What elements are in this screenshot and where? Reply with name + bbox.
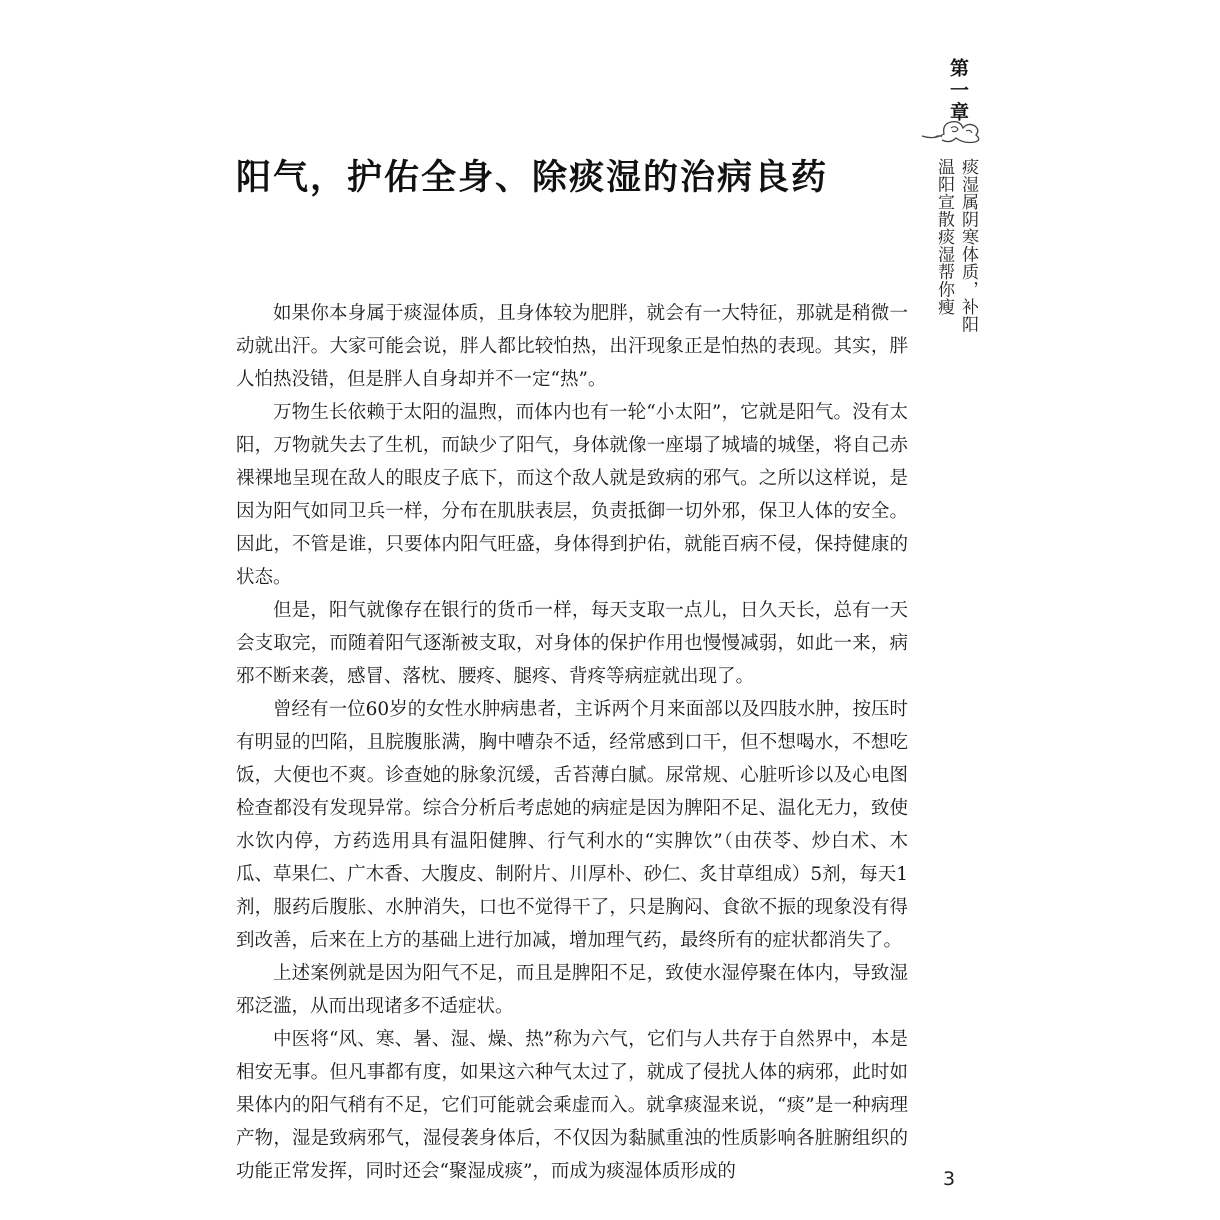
paragraph: 中医将“风、寒、暑、湿、燥、热”称为六气，它们与人共存于自然界中，本是相安无事。但凡事都有度，如果这六种气太过了，就成了侵扰人体的病邪，此时如果体内的阳气稍有不足，它们可能就会乘虚而入。就拿痰湿来说，“痰”是一种病理产物，湿是致病邪气，湿侵袭身体后，不仅因为黏腻重浊的性质影响各脏腑组织的功能正常发挥，同时还会“聚湿成痰”，而成为痰湿体质形成的 bbox=[236, 1029, 908, 1182]
chapter-subtitle-line-2: 温阳宣散痰湿帮你瘦 bbox=[934, 158, 954, 316]
chapter-sidebar bbox=[912, 50, 992, 410]
paragraph: 但是，阳气就像存在银行的货币一样，每天支取一点儿，日久天长，总有一天会支取完，而随着阳气逐渐被支取，对身体的保护作用也慢慢减弱，如此一来，病邪不断来袭，感冒、落枕、腰疼、腿疼、背疼等病症就出现了。 bbox=[236, 600, 908, 687]
chapter-label: 第一章 bbox=[947, 58, 969, 124]
cloud-ornament-icon bbox=[920, 112, 984, 146]
page-number: 3 bbox=[943, 1168, 956, 1190]
section-title: 阳气，护佑全身、除痰湿的治病良药 bbox=[236, 158, 829, 198]
chapter-subtitle-line-1: 痰湿属阴寒体质，补阳 bbox=[958, 158, 978, 333]
paragraph: 上述案例就是因为阳气不足，而且是脾阳不足，致使水湿停聚在体内，导致湿邪泛滥，从而出现诸多不适症状。 bbox=[236, 963, 908, 1017]
body-text bbox=[236, 297, 908, 1188]
paragraph: 曾经有一位60岁的女性水肿病患者，主诉两个月来面部以及四肢水肿，按压时有明显的凹陷，且脘腹胀满，胸中嘈杂不适，经常感到口干，但不想喝水，不想吃饭，大便也不爽。诊查她的脉象沉缓，舌苔薄白腻。尿常规、心脏听诊以及心电图检查都没有发现异常。综合分析后考虑她的病症是因为脾阳不足、温化无力，致使水饮内停，方药选用具有温阳健脾、行气利水的“实脾饮”（由茯苓、炒白术、木瓜、草果仁、广木香、大腹皮、制附片、川厚朴、砂仁、炙甘草组成）5剂，每天1剂，服药后腹胀、水肿消失，口也不觉得干了，只是胸闷、食欲不振的现象没有得到改善，后来在上方的基础上进行加减，增加理气药，最终所有的症状都消失了。 bbox=[236, 699, 908, 951]
paragraph: 如果你本身属于痰湿体质，且身体较为肥胖，就会有一大特征，那就是稍微一动就出汗。大家可能会说，胖人都比较怕热，出汗现象正是怕热的表现。其实，胖人怕热没错，但是胖人自身却并不一定“热”。 bbox=[236, 303, 908, 390]
paragraph: 万物生长依赖于太阳的温煦，而体内也有一轮“小太阳”，它就是阳气。没有太阳，万物就失去了生机，而缺少了阳气，身体就像一座塌了城墙的城堡，将自己赤裸裸地呈现在敌人的眼皮子底下，而这个敌人就是致病的邪气。之所以这样说，是因为阳气如同卫兵一样，分布在肌肤表层，负责抵御一切外邪，保卫人体的安全。因此，不管是谁，只要体内阳气旺盛，身体得到护佑，就能百病不侵，保持健康的状态。 bbox=[236, 402, 908, 588]
